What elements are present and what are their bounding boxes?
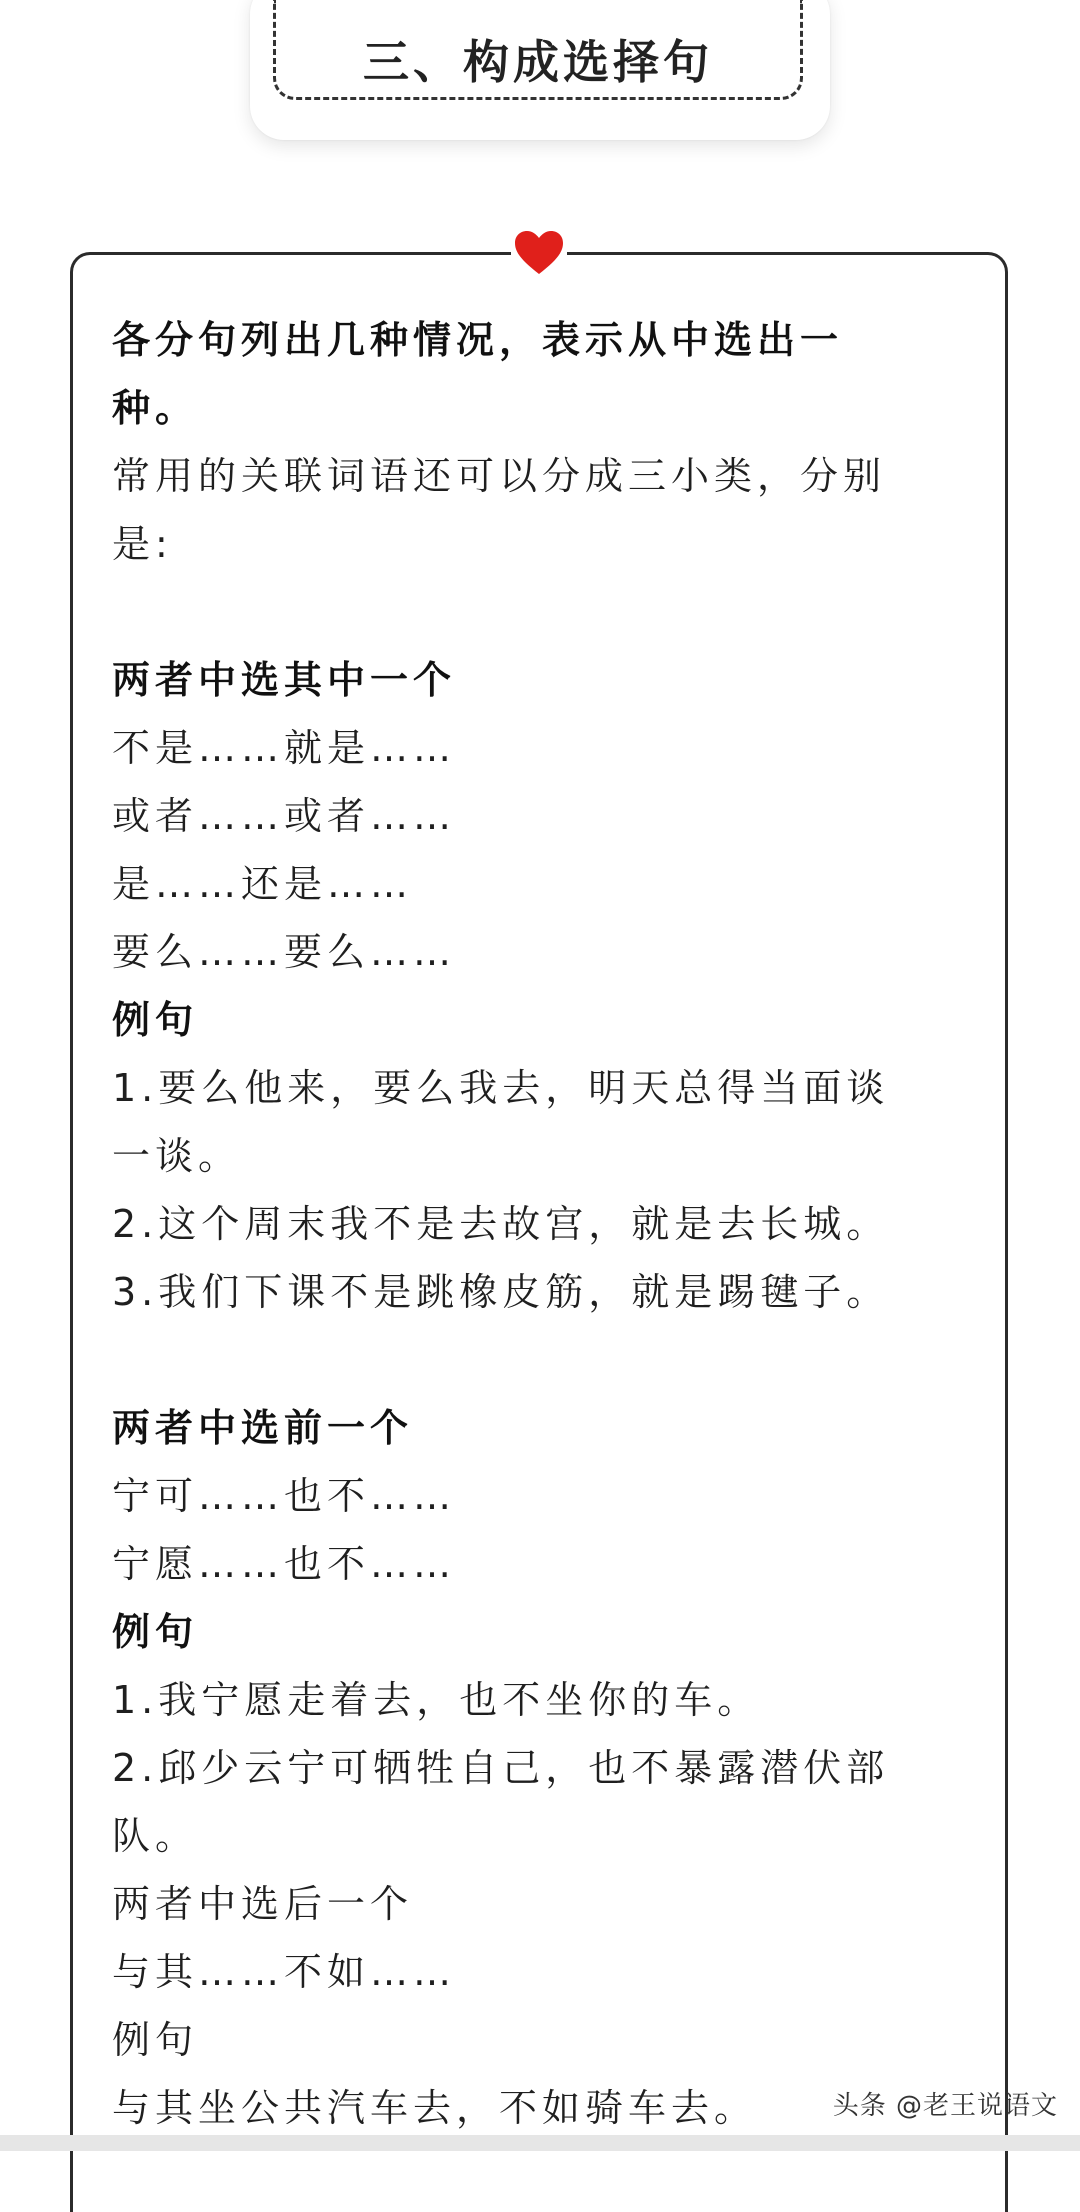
example-line: 2.这个周末我不是去故宫，就是去长城。	[112, 1202, 890, 1246]
pattern-line: 与其……不如……	[112, 1950, 457, 1994]
pattern-line: 是……还是……	[112, 862, 414, 906]
intro-line: 是:	[112, 522, 173, 566]
example-line: 2.邱少云宁可牺牲自己，也不暴露潜伏部	[112, 1746, 890, 1790]
section3-title: 两者中选后一个	[112, 1882, 414, 1926]
example-line: 队。	[112, 1814, 199, 1858]
pattern-line: 要么……要么……	[112, 930, 457, 974]
example-label: 例句	[112, 1610, 199, 1654]
heart-icon	[511, 228, 567, 278]
spacer	[112, 1326, 972, 1394]
pattern-line: 不是……就是……	[112, 726, 457, 770]
example-line: 与其坐公共汽车去，不如骑车去。	[112, 2086, 758, 2130]
section-header-frame	[273, 0, 803, 100]
section1-title: 两者中选其中一个	[112, 658, 457, 702]
example-label: 例句	[112, 998, 199, 1042]
spacer	[112, 578, 972, 646]
section-header-card	[250, 0, 830, 140]
section-title: 三、构成选择句	[363, 34, 713, 89]
pattern-line: 宁可……也不……	[112, 1474, 457, 1518]
example-line: 1.我宁愿走着去，也不坐你的车。	[112, 1678, 761, 1722]
intro-line: 常用的关联词语还可以分成三小类，分别	[112, 454, 887, 498]
pattern-line: 或者……或者……	[112, 794, 457, 838]
example-line: 一谈。	[112, 1134, 242, 1178]
intro-bold-line: 种。	[112, 386, 199, 430]
example-label: 例句	[112, 2018, 199, 2062]
intro-bold-line: 各分句列出几种情况，表示从中选出一	[112, 318, 844, 362]
example-line: 1.要么他来，要么我去，明天总得当面谈	[112, 1066, 890, 1110]
watermark-text: 头条 @老王说语文	[832, 2091, 1058, 2121]
article-body	[112, 306, 972, 2142]
pattern-line: 宁愿……也不……	[112, 1542, 457, 1586]
example-line: 3.我们下课不是跳橡皮筋，就是踢毽子。	[112, 1270, 890, 1314]
bottom-bar	[0, 2135, 1080, 2151]
section2-title: 两者中选前一个	[112, 1406, 414, 1450]
